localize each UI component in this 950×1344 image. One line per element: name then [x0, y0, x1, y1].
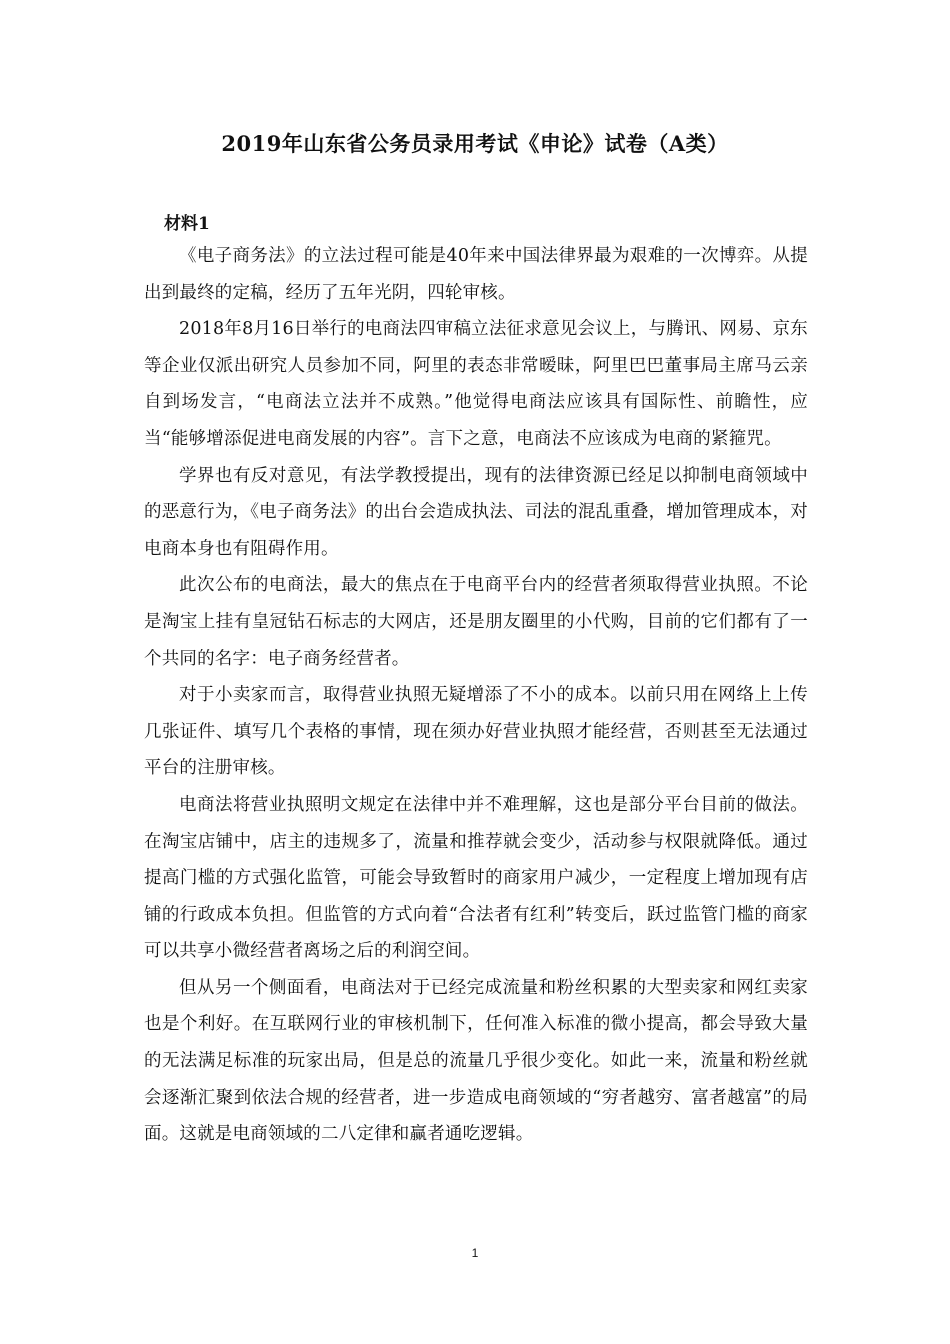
page-number: 1 [471, 1246, 479, 1260]
paragraph-6: 电商法将营业执照明文规定在法律中并不难理解，这也是部分平台目前的做法。在淘宝店铺中，店主的违规多了，流量和推荐就会变少，活动参与权限就降低。通过提高门槛的方式强化监管，可能会导致暂时的商家用户减少，一定程度上增加现有店铺的行政成本负担。但监管的方式向着“合法者有红利”转变后，跃过监管门槛的商家可以共享小微经营者离场之后的利润空间。 [144, 794, 808, 962]
paragraph-2: 2018年8月16日举行的电商法四审稿立法征求意见会议上，与腾讯、网易、京东等企业仅派出研究人员参加不同，阿里的表态非常暧昧，阿里巴巴董事局主席马云亲自到场发言，“电商法立法并不成熟。”他觉得电商法应该具有国际性、前瞻性，应当“能够增添促进电商发展的内容”。言下之意，电商法不应该成为电商的紧箍咒。 [144, 319, 808, 449]
paragraph-1: 《电子商务法》的立法过程可能是40年来中国法律界最为艰难的一次博弈。从提出到最终的定稿，经历了五年光阴，四轮审核。 [144, 246, 808, 303]
document-body [144, 238, 808, 1153]
paragraph-4: 此次公布的电商法，最大的焦点在于电商平台内的经营者须取得营业执照。不论是淘宝上挂有皇冠钻石标志的大网店，还是朋友圈里的小代购，目前的它们都有了一个共同的名字：电子商务经营者。 [144, 575, 808, 669]
page-title: 2019年山东省公务员录用考试《申论》试卷（A类） [221, 131, 729, 156]
paragraph-5: 对于小卖家而言，取得营业执照无疑增添了不小的成本。以前只用在网络上上传几张证件、填写几个表格的事情，现在须办好营业执照才能经营，否则甚至无法通过平台的注册审核。 [144, 685, 808, 779]
paragraph-3: 学界也有反对意见，有法学教授提出，现有的法律资源已经足以抑制电商领域中的恶意行为，《电子商务法》的出台会造成执法、司法的混乱重叠，增加管理成本，对电商本身也有阻碍作用。 [144, 465, 808, 559]
section-heading: 材料1 [164, 214, 210, 234]
paragraph-7: 但从另一个侧面看，电商法对于已经完成流量和粉丝积累的大型卖家和网红卖家也是个利好。在互联网行业的审核机制下，任何准入标准的微小提高，都会导致大量的无法满足标准的玩家出局，但是总的流量几乎很少变化。如此一来，流量和粉丝就会逐渐汇聚到依法合规的经营者，进一步造成电商领域的“穷者越穷、富者越富”的局面。这就是电商领域的二八定律和赢者通吃逻辑。 [144, 977, 808, 1145]
